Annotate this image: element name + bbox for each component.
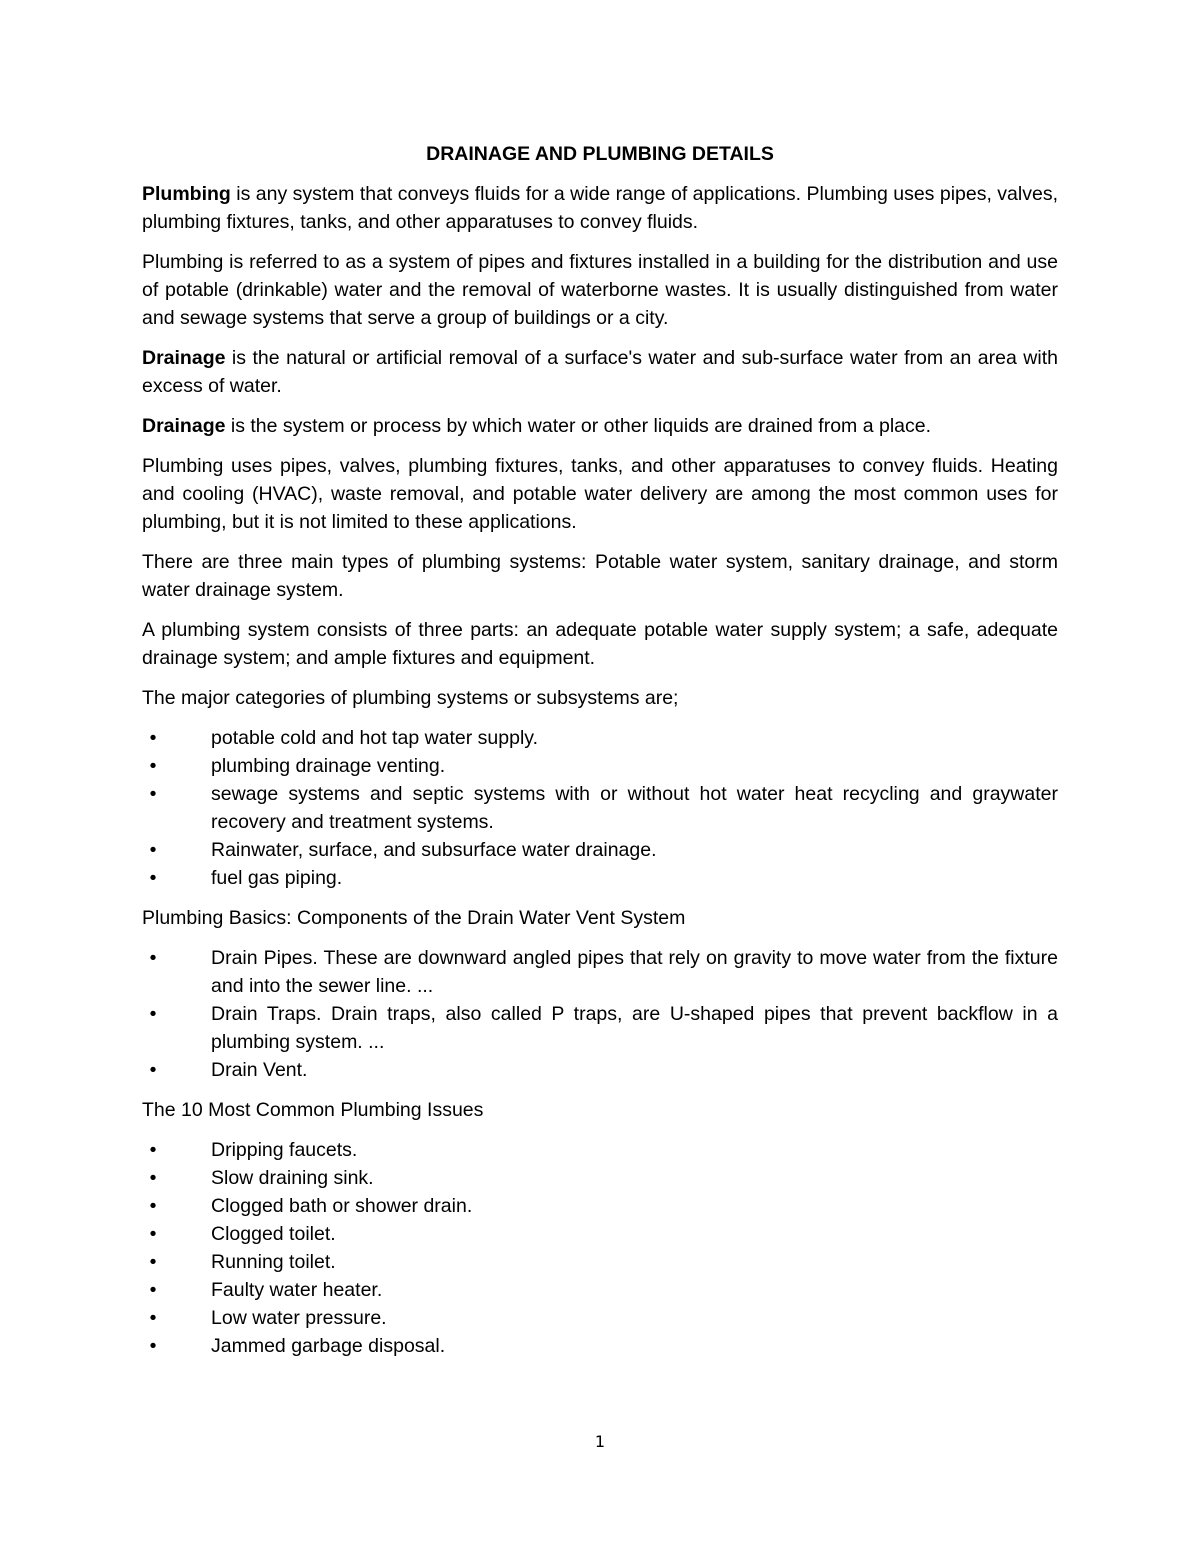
list-item	[142, 1220, 1058, 1248]
list-item-text: Slow draining sink.	[211, 1167, 374, 1189]
bullet-icon: •	[149, 1223, 157, 1245]
paragraph-plumbing-parts: A plumbing system consists of three parts: an adequate potable water supply system; a safe, adequate drainage system; and ample fixtures and equipment.	[142, 619, 1058, 669]
term-drainage: Drainage	[142, 347, 226, 369]
categories-list	[142, 724, 1058, 892]
list-item	[142, 1192, 1058, 1220]
bullet-icon: •	[149, 867, 157, 889]
paragraph-text: is the system or process by which water or other liquids are drained from a place.	[225, 415, 932, 437]
list-item-text: Rainwater, surface, and subsurface water drainage.	[211, 839, 657, 861]
bullet-icon: •	[149, 1059, 157, 1081]
bullet-icon: •	[149, 783, 157, 805]
basics-heading: Plumbing Basics: Components of the Drain Water Vent System	[142, 907, 686, 929]
list-item-text: Running toilet.	[211, 1251, 336, 1273]
paragraph-plumbing-uses: Plumbing uses pipes, valves, plumbing fixtures, tanks, and other apparatuses to convey fluids. Heating and cooling (HVAC), waste removal, and potable water delivery are among the most common uses for plumbing, but it is not limited to these applications.	[142, 455, 1058, 533]
list-item-text: Drain Traps. Drain traps, also called P traps, are U-shaped pipes that prevent backflow in a plumbing system. ...	[211, 1003, 1058, 1053]
list-item	[142, 836, 1058, 864]
list-item	[142, 1304, 1058, 1332]
list-item-text: Drain Vent.	[211, 1059, 308, 1081]
list-item-text: Drain Pipes. These are downward angled pipes that rely on gravity to move water from the fixture and into the sewer line. ...	[211, 947, 1058, 997]
bullet-icon: •	[149, 947, 157, 969]
term-plumbing: Plumbing	[142, 183, 231, 205]
list-item	[142, 944, 1058, 1000]
paragraph-drainage-process	[142, 412, 1058, 440]
bullet-icon: •	[149, 1195, 157, 1217]
bullet-icon: •	[149, 1279, 157, 1301]
list-item-text: Jammed garbage disposal.	[211, 1335, 446, 1357]
bullet-icon: •	[149, 1251, 157, 1273]
document-title: DRAINAGE AND PLUMBING DETAILS	[426, 143, 774, 165]
list-item-text: potable cold and hot tap water supply.	[211, 727, 539, 749]
list-item	[142, 780, 1058, 836]
paragraph-categories-intro: The major categories of plumbing systems or subsystems are;	[142, 687, 679, 709]
paragraph-plumbing-definition	[142, 180, 1058, 236]
paragraph-plumbing-system: Plumbing is referred to as a system of pipes and fixtures installed in a building for the distribution and use of potable (drinkable) water and the removal of waterborne wastes. It is usually distinguished from water and sewage systems that serve a group of buildings or a city.	[142, 251, 1058, 329]
paragraph-text: is the natural or artificial removal of a surface's water and sub-surface water from an area with excess of water.	[142, 347, 1058, 397]
bullet-icon: •	[149, 1003, 157, 1025]
paragraph-text: is any system that conveys fluids for a wide range of applications. Plumbing uses pipes, valves, plumbing fixtures, tanks, and other apparatuses to convey fluids.	[142, 183, 1058, 233]
list-item-text: Low water pressure.	[211, 1307, 387, 1329]
term-drainage: Drainage	[142, 415, 226, 437]
bullet-icon: •	[149, 1139, 157, 1161]
paragraph-drainage-definition	[142, 344, 1058, 400]
list-item	[142, 864, 1058, 892]
bullet-icon: •	[149, 839, 157, 861]
list-item-text: sewage systems and septic systems with or without hot water heat recycling and graywater recovery and treatment systems.	[211, 783, 1058, 833]
list-item	[142, 1164, 1058, 1192]
list-item-text: Dripping faucets.	[211, 1139, 358, 1161]
list-item-text: Clogged toilet.	[211, 1223, 336, 1245]
list-item-text: plumbing drainage venting.	[211, 755, 446, 777]
list-item	[142, 724, 1058, 752]
list-item	[142, 1332, 1058, 1360]
bullet-icon: •	[149, 1307, 157, 1329]
basics-list	[142, 944, 1058, 1084]
paragraph-plumbing-types: There are three main types of plumbing systems: Potable water system, sanitary drainage, and storm water drainage system.	[142, 551, 1058, 601]
list-item-text: Faulty water heater.	[211, 1279, 383, 1301]
bullet-icon: •	[149, 1167, 157, 1189]
bullet-icon: •	[149, 755, 157, 777]
list-item	[142, 1056, 1058, 1084]
issues-list	[142, 1136, 1058, 1360]
list-item-text: Clogged bath or shower drain.	[211, 1195, 473, 1217]
list-item	[142, 1136, 1058, 1164]
page-number: 1	[594, 1432, 606, 1451]
list-item	[142, 1248, 1058, 1276]
bullet-icon: •	[149, 1335, 157, 1357]
document-body	[142, 140, 1058, 1372]
list-item	[142, 1276, 1058, 1304]
list-item	[142, 1000, 1058, 1056]
issues-heading: The 10 Most Common Plumbing Issues	[142, 1099, 484, 1121]
list-item-text: fuel gas piping.	[211, 867, 343, 889]
bullet-icon: •	[149, 727, 157, 749]
list-item	[142, 752, 1058, 780]
